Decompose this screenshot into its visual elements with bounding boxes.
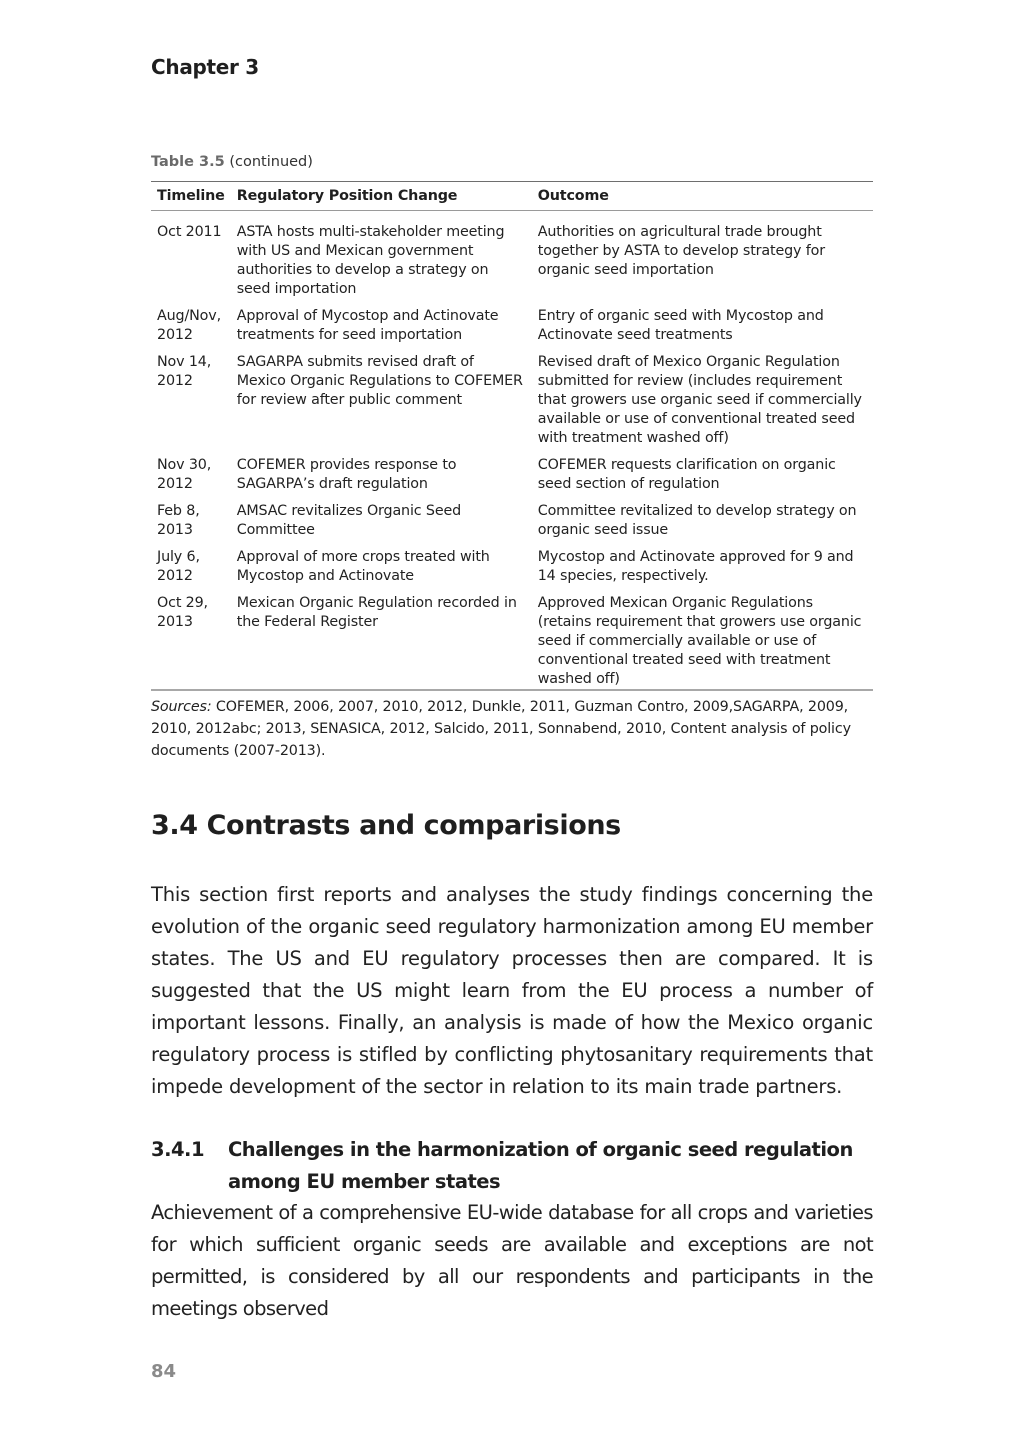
sources-label: Sources: — [151, 699, 212, 715]
cell-change: Mexican Organic Regulation recorded in the Federal Register — [231, 594, 532, 690]
table-header-row — [151, 182, 873, 211]
table-caption-label: Table 3.5 — [151, 154, 225, 170]
table-row — [151, 594, 873, 690]
cell-outcome: COFEMER requests clarification on organic seed section of regulation — [537, 457, 836, 492]
page-number: 84 — [151, 1361, 177, 1382]
section-heading: 3.4 Contrasts and comparisions — [151, 810, 621, 841]
column-header-timeline: Timeline — [151, 182, 231, 211]
running-head: Chapter 3 — [151, 55, 259, 79]
cell-outcome: Approved Mexican Organic Regulations (retains requirement that growers use organic seed if commercially available or use of conventional treated seed with treatment washed off) — [532, 594, 873, 690]
table-row — [151, 211, 873, 308]
table-row — [151, 548, 873, 594]
cell-outcome: Entry of organic seed with Mycostop and Actinovate seed treatments — [537, 308, 824, 343]
cell-change: ASTA hosts multi-stakeholder meeting with US and Mexican government authorities to develop a strategy on seed importation — [236, 224, 505, 297]
table-row — [151, 307, 873, 353]
cell-outcome: Mycostop and Actinovate approved for 9 and 14 species, respectively. — [537, 549, 854, 584]
section-intro-paragraph: This section first reports and analyses the study findings concerning the evolution of the organic seed regulatory harmonization among EU member states. The US and EU regulatory processes then are compared. It is suggested that the US might learn from the EU process a number of important lessons. Finally, an analysis is made of how the Mexico organic regulatory process is stifled by conflicting phytosanitary requirements that impede development of the sector in relation to its main trade partners. — [151, 883, 873, 1098]
table-row — [151, 502, 873, 548]
cell-timeline: Oct 29, 2013 — [151, 594, 231, 690]
cell-outcome: Committee revitalized to develop strategy on organic seed issue — [537, 503, 857, 538]
cell-timeline: Nov 30, 2012 — [157, 457, 212, 492]
subsection-paragraph: Achievement of a comprehensive EU-wide database for all crops and varieties for which sufficient organic seeds are available and exceptions are not permitted, is considered by all our respondents and participants in the meetings observed — [151, 1201, 873, 1320]
regulatory-timeline-table — [151, 181, 873, 691]
cell-change: Approval of more crops treated with Mycostop and Actinovate — [236, 549, 490, 584]
subsection-number: 3.4.1 — [151, 1138, 205, 1161]
table-row — [151, 353, 873, 456]
table-row — [151, 456, 873, 502]
cell-timeline: Nov 14, 2012 — [157, 354, 212, 389]
table-caption — [151, 154, 313, 170]
cell-outcome: Authorities on agricultural trade brought together by ASTA to develop strategy for organic seed importation — [537, 224, 825, 278]
sources-text: COFEMER, 2006, 2007, 2010, 2012, Dunkle, 2011, Guzman Contro, 2009,SAGARPA, 2009, 2010, 2012abc; 2013, SENASICA, 2012, Salcido, 2011, Sonnabend, 2010, Content analysis of policy documents (2007-2013). — [151, 699, 851, 759]
cell-timeline: Aug/Nov, 2012 — [157, 308, 221, 343]
cell-change: Approval of Mycostop and Actinovate treatments for seed importation — [236, 308, 499, 343]
cell-change: SAGARPA submits revised draft of Mexico Organic Regulations to COFEMER for review after public comment — [236, 354, 523, 408]
cell-timeline: July 6, 2012 — [157, 549, 200, 584]
cell-timeline: Feb 8, 2013 — [157, 503, 200, 538]
table-caption-suffix: (continued) — [224, 154, 313, 170]
cell-outcome: Revised draft of Mexico Organic Regulation submitted for review (includes requirement that growers use organic seed if commercially available or use of conventional treated seed with treatment washed off) — [537, 354, 862, 446]
column-header-outcome: Outcome — [532, 182, 873, 211]
subsection-title: Challenges in the harmonization of organic seed regulation among EU member states — [228, 1138, 853, 1193]
cell-timeline: Oct 2011 — [157, 224, 222, 240]
cell-change: COFEMER provides response to SAGARPA’s draft regulation — [236, 457, 457, 492]
column-header-regulatory-change: Regulatory Position Change — [231, 182, 532, 211]
cell-change: AMSAC revitalizes Organic Seed Committee — [236, 503, 462, 538]
subsection-heading — [151, 1134, 873, 1198]
table-sources-note — [151, 696, 873, 762]
